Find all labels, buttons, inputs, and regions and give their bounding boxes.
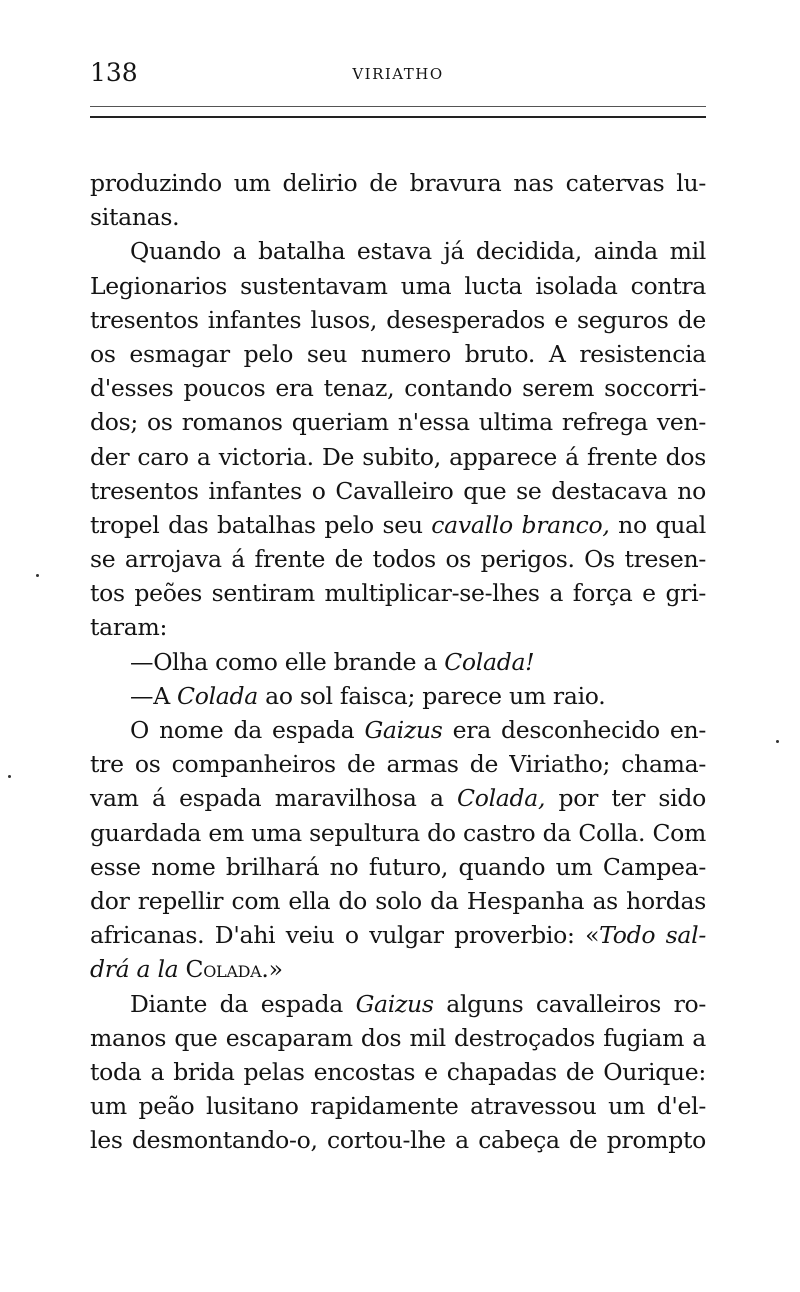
- text-run: era desconhecido en-: [442, 716, 706, 744]
- text-line: [90, 645, 706, 679]
- text-run: .»: [261, 955, 283, 984]
- margin-speck: [776, 740, 779, 743]
- text-line: [90, 952, 706, 986]
- text-line: [90, 576, 706, 610]
- text-line: [90, 816, 706, 850]
- italic-run: Colada!: [444, 647, 535, 676]
- text-line: [90, 269, 706, 303]
- text-line: [90, 440, 706, 474]
- text-line: [90, 918, 706, 952]
- header-rule-thin: [90, 106, 706, 107]
- text-line: [90, 337, 706, 371]
- text-run: vam á espada maravilhosa a: [90, 784, 458, 813]
- text-line: [90, 508, 706, 542]
- text-line: [90, 850, 706, 884]
- running-title: VIRIATHO: [352, 65, 444, 83]
- text-line: [90, 610, 706, 644]
- text-run: se arrojava á frente de todos os perigos. Os tresen-: [90, 545, 706, 574]
- text-line: [90, 679, 706, 713]
- italic-run: Gaizus: [355, 989, 434, 1018]
- page-header: [90, 58, 706, 92]
- text-run: guardada em uma sepultura do castro da Colla. Com: [90, 818, 706, 847]
- text-line: [90, 474, 706, 508]
- text-line: [90, 884, 706, 918]
- page-number: 138: [90, 58, 138, 87]
- text-run: toda a brida pelas encostas e chapadas de Ourique:: [90, 1057, 706, 1086]
- margin-speck: [8, 775, 11, 778]
- text-run: alguns cavalleiros ro-: [433, 989, 706, 1018]
- body-text: [90, 166, 706, 1157]
- text-run: [178, 955, 185, 983]
- text-run: no qual: [609, 510, 706, 539]
- text-run: sitanas.: [90, 203, 180, 232]
- text-run: tropel das batalhas pelo seu: [90, 510, 432, 539]
- text-run: tos peões sentiram multiplicar-se-lhes a força e gri-: [90, 579, 706, 608]
- text-run: —Olha como elle brande a: [130, 647, 445, 676]
- italic-run: Todo sal-: [599, 921, 706, 950]
- text-run: O nome da espada: [130, 716, 365, 744]
- text-line: [90, 234, 706, 268]
- italic-run: Colada,: [457, 784, 546, 813]
- text-run: tre os companheiros de armas de Viriatho; chama-: [90, 750, 706, 779]
- text-run: taram:: [90, 613, 168, 642]
- text-line: [90, 1055, 706, 1089]
- italic-run: Colada: [177, 681, 258, 710]
- text-line: [90, 371, 706, 405]
- text-run: um peão lusitano rapidamente atravessou um d'el-: [90, 1092, 706, 1121]
- text-line: [90, 542, 706, 576]
- text-line: [90, 1089, 706, 1123]
- text-run: d'esses poucos era tenaz, contando serem soccorri-: [90, 374, 706, 403]
- text-run: Quando a batalha estava já decidida, ainda mil: [130, 237, 706, 266]
- text-run: por ter sido: [545, 784, 706, 813]
- text-run: manos que escaparam dos mil destroçados fugiam a: [90, 1023, 706, 1052]
- text-run: africanas. D'ahi veiu o vulgar proverbio: «: [90, 921, 600, 950]
- text-line: [90, 200, 706, 234]
- text-line: [90, 713, 706, 747]
- text-run: tresentos infantes o Cavalleiro que se destacava no: [90, 476, 706, 505]
- italic-run: drá a la: [90, 955, 179, 984]
- italic-run: Gaizus: [364, 716, 443, 744]
- text-run: Legionarios sustentavam uma lucta isolada contra: [90, 271, 706, 300]
- text-run: der caro a victoria. De subito, apparece á frente dos: [90, 442, 706, 471]
- text-run: esse nome brilhará no futuro, quando um Campea-: [90, 852, 706, 881]
- italic-run: cavallo branco,: [431, 510, 610, 539]
- text-run: —A: [130, 681, 178, 710]
- small-caps-run: Colada: [185, 955, 262, 984]
- text-line: [90, 747, 706, 781]
- text-run: dor repellir com ella do solo da Hespanha as hordas: [90, 886, 706, 915]
- text-run: os esmagar pelo seu numero bruto. A resistencia: [90, 339, 706, 368]
- text-line: [90, 1021, 706, 1055]
- text-line: [90, 987, 706, 1021]
- text-line: [90, 166, 706, 200]
- text-run: tresentos infantes lusos, desesperados e seguros de: [90, 305, 706, 334]
- margin-speck: [36, 574, 39, 577]
- text-line: [90, 781, 706, 815]
- text-run: produzindo um delirio de bravura nas catervas lu-: [90, 169, 706, 197]
- text-line: [90, 405, 706, 439]
- header-rule-thick: [90, 116, 706, 118]
- text-line: [90, 303, 706, 337]
- text-run: dos; os romanos queriam n'essa ultima refrega ven-: [90, 408, 706, 437]
- text-run: ao sol faisca; parece um raio.: [257, 681, 606, 710]
- text-line: [90, 1123, 706, 1157]
- text-run: les desmontando-o, cortou-lhe a cabeça de prompto: [90, 1126, 706, 1155]
- text-run: Diante da espada: [130, 989, 356, 1018]
